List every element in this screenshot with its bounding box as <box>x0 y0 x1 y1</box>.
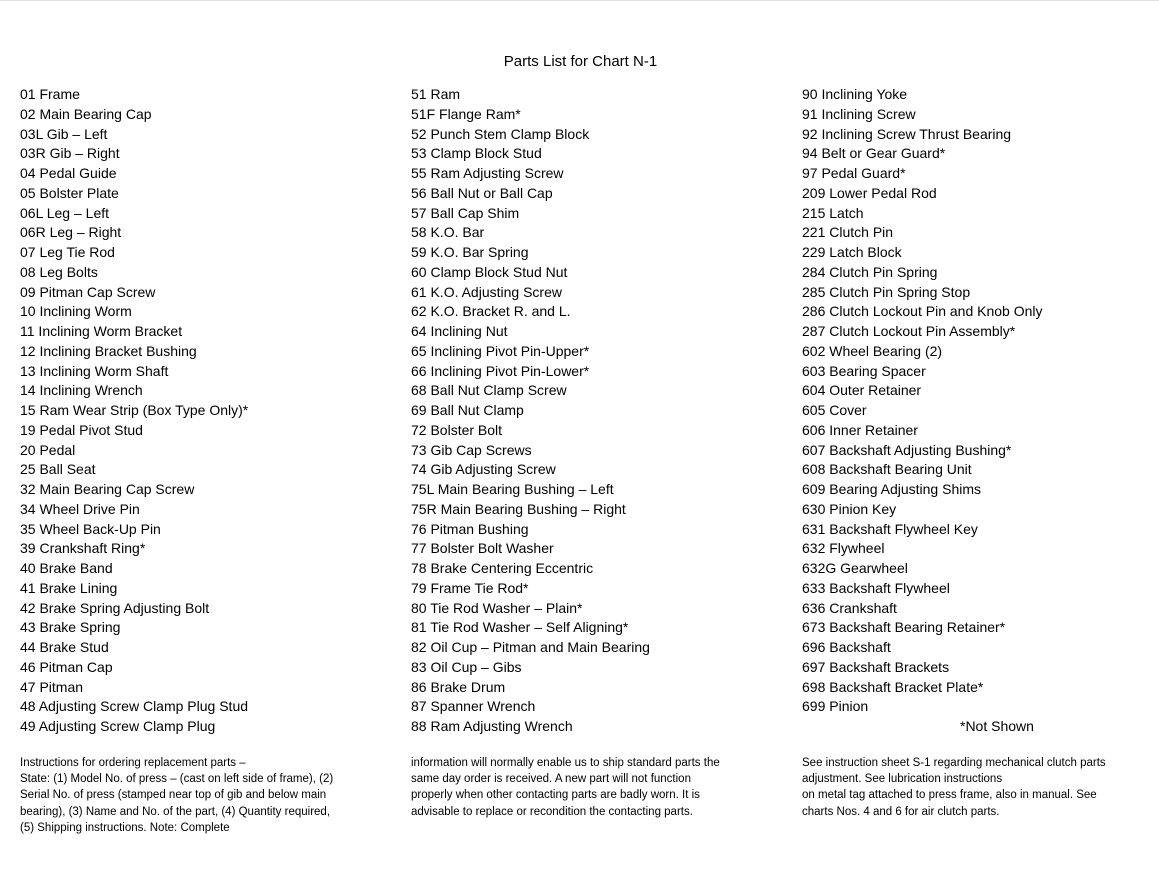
part-list-item: 636 Crankshaft <box>802 599 897 616</box>
part-list-item: 609 Bearing Adjusting Shims <box>802 481 981 497</box>
part-list-item: 607 Backshaft Adjusting Bushing* <box>802 441 1012 458</box>
part-list-item: 603 Bearing Spacer <box>802 362 926 379</box>
part-list-item: 632 Flywheel <box>802 540 885 557</box>
part-list-item: 83 Oil Cup – Gibs <box>411 658 522 675</box>
part-list-item: 47 Pitman <box>20 678 84 695</box>
clutch-lubrication-footnote: See instruction sheet S-1 regarding mechanical clutch parts adjustment. See lubrication instructions on metal tag attached to press frame, also in manual. See charts Nos. 4 and 6 for air clutch parts. <box>802 757 1106 818</box>
part-list-item: 631 Backshaft Flywheel Key <box>802 520 978 537</box>
part-list-item: 61 K.O. Adjusting Screw <box>411 283 562 300</box>
part-list-item: 06R Leg – Right <box>20 224 122 241</box>
part-list-item: 606 Inner Retainer <box>802 421 918 438</box>
part-list-item: 14 Inclining Wrench <box>20 382 143 399</box>
part-list-item: 602 Wheel Bearing (2) <box>802 342 943 359</box>
part-list-item: 19 Pedal Pivot Stud <box>20 421 143 438</box>
part-list-item: 66 Inclining Pivot Pin-Lower* <box>411 362 590 379</box>
part-list-item: 58 K.O. Bar <box>411 224 485 241</box>
ordering-instructions-footnote: Instructions for ordering replacement parts – State: (1) Model No. of press – (cast on left side of frame), (2) Serial No. of press (stamped near top of gib and below main bearing), (3) Name and No. of the part, (4) Quantity required, (5) Shipping instructions. Note: Complete <box>20 757 334 834</box>
part-list-item: 56 Ball Nut or Ball Cap <box>411 184 553 201</box>
page-title <box>0 52 1159 72</box>
part-list-item: 39 Crankshaft Ring* <box>20 540 146 557</box>
part-list-item: 65 Inclining Pivot Pin-Upper* <box>411 342 590 359</box>
part-list-item: 44 Brake Stud <box>20 639 109 655</box>
part-list-item: 64 Inclining Nut <box>411 323 508 339</box>
part-list-item: 10 Inclining Worm <box>20 303 132 320</box>
part-list-item: 62 K.O. Bracket R. and L. <box>411 303 571 320</box>
part-list-item: 79 Frame Tie Rod* <box>411 579 529 596</box>
part-list-item: 94 Belt or Gear Guard* <box>802 145 946 162</box>
part-list-item: 285 Clutch Pin Spring Stop <box>802 283 971 300</box>
part-list-item: 07 Leg Tie Rod <box>20 244 115 260</box>
part-list-item: 75L Main Bearing Bushing – Left <box>411 481 614 497</box>
part-list-item: 09 Pitman Cap Screw <box>20 283 156 300</box>
part-list-item: 82 Oil Cup – Pitman and Main Bearing <box>411 639 650 655</box>
part-list-item: 78 Brake Centering Eccentric <box>411 560 594 576</box>
part-list-item: 03R Gib – Right <box>20 145 120 162</box>
part-list-item: 41 Brake Lining <box>20 579 118 596</box>
part-list-item: 48 Adjusting Screw Clamp Plug Stud <box>20 698 249 715</box>
part-list-item: 87 Spanner Wrench <box>411 698 536 715</box>
part-list-item: 02 Main Bearing Cap <box>20 105 152 122</box>
part-list-item: 91 Inclining Screw <box>802 105 916 122</box>
part-list-item: 209 Lower Pedal Rod <box>802 184 937 201</box>
part-list-item: 80 Tie Rod Washer – Plain* <box>411 599 583 616</box>
part-list-item: 77 Bolster Bolt Washer <box>411 540 554 557</box>
part-list-item: 605 Cover <box>802 402 867 418</box>
part-list-item: 43 Brake Spring <box>20 619 121 636</box>
part-list-item: 284 Clutch Pin Spring <box>802 263 938 280</box>
part-list-item: 59 K.O. Bar Spring <box>411 244 529 260</box>
part-list-item: 08 Leg Bolts <box>20 263 98 280</box>
part-list-item: 92 Inclining Screw Thrust Bearing <box>802 125 1012 142</box>
part-list-item: 86 Brake Drum <box>411 678 506 695</box>
part-list-item: 76 Pitman Bushing <box>411 520 529 537</box>
part-list-item: 51 Ram <box>411 86 461 102</box>
part-list-item: 32 Main Bearing Cap Screw <box>20 481 195 497</box>
part-list-item: 88 Ram Adjusting Wrench <box>411 718 573 734</box>
part-list-item: 55 Ram Adjusting Screw <box>411 165 564 181</box>
part-list-item: 60 Clamp Block Stud Nut <box>411 263 568 280</box>
shipping-info-footnote: information will normally enable us to ship standard parts the same day order is received. A new part will not function properly when other contacting parts are badly worn. It is advisable to replace or recondition the contacting parts. <box>411 757 720 818</box>
part-list-item: 51F Flange Ram* <box>411 105 521 122</box>
part-list-item: 46 Pitman Cap <box>20 658 113 675</box>
part-list-item: 12 Inclining Bracket Bushing <box>20 342 197 359</box>
part-list-item: 90 Inclining Yoke <box>802 86 908 102</box>
part-list-item: 699 Pinion <box>802 698 869 715</box>
part-list-item: 73 Gib Cap Screws <box>411 441 532 458</box>
part-list-item: 15 Ram Wear Strip (Box Type Only)* <box>20 402 249 418</box>
part-list-item: 06L Leg – Left <box>20 204 110 221</box>
part-list-item: 287 Clutch Lockout Pin Assembly* <box>802 323 1016 339</box>
part-list-item: 229 Latch Block <box>802 244 902 260</box>
part-list-item: 696 Backshaft <box>802 639 891 655</box>
parts-column-2 <box>411 85 650 737</box>
part-list-item: 215 Latch <box>802 204 864 221</box>
parts-column-1 <box>20 85 248 737</box>
part-list-item: 74 Gib Adjusting Screw <box>411 461 556 478</box>
part-list-item: 97 Pedal Guard* <box>802 165 906 181</box>
part-list-item: 25 Ball Seat <box>20 461 96 478</box>
part-list-item: 75R Main Bearing Bushing – Right <box>411 500 626 517</box>
part-list-item: 40 Brake Band <box>20 560 113 576</box>
part-list-item: 05 Bolster Plate <box>20 184 119 201</box>
part-list-item: 633 Backshaft Flywheel <box>802 579 950 596</box>
part-list-item: 34 Wheel Drive Pin <box>20 500 140 517</box>
part-list-item: 13 Inclining Worm Shaft <box>20 362 169 379</box>
part-list-item: 221 Clutch Pin <box>802 224 894 241</box>
part-list-item: 42 Brake Spring Adjusting Bolt <box>20 599 210 616</box>
part-list-item: 04 Pedal Guide <box>20 165 117 181</box>
part-list-item: 72 Bolster Bolt <box>411 421 503 438</box>
part-list-item: 49 Adjusting Screw Clamp Plug <box>20 718 216 734</box>
part-list-item: 03L Gib – Left <box>20 125 108 142</box>
part-list-item: 57 Ball Cap Shim <box>411 204 520 221</box>
part-list-item: 630 Pinion Key <box>802 500 897 517</box>
part-list-item: 69 Ball Nut Clamp <box>411 402 524 418</box>
part-list-item: 53 Clamp Block Stud <box>411 145 542 162</box>
part-list-item: 35 Wheel Back-Up Pin <box>20 520 161 537</box>
part-list-item: 698 Backshaft Bracket Plate* <box>802 678 984 695</box>
part-list-item: 20 Pedal <box>20 441 76 458</box>
part-list-item: 632G Gearwheel <box>802 560 908 576</box>
part-list-item: 608 Backshaft Bearing Unit <box>802 461 972 478</box>
part-list-item: 673 Backshaft Bearing Retainer* <box>802 619 1006 636</box>
page-title-text: Parts List for Chart N-1 <box>503 53 658 70</box>
part-list-item: 81 Tie Rod Washer – Self Aligning* <box>411 619 629 636</box>
part-list-item: 01 Frame <box>20 86 80 102</box>
part-list-item: 286 Clutch Lockout Pin and Knob Only <box>802 303 1043 320</box>
part-list-item: 697 Backshaft Brackets <box>802 658 950 675</box>
top-border-line <box>0 0 1159 1</box>
part-list-item: 68 Ball Nut Clamp Screw <box>411 382 567 399</box>
part-list-item: 11 Inclining Worm Bracket <box>20 323 183 339</box>
part-list-item: 604 Outer Retainer <box>802 382 922 399</box>
part-list-item: 52 Punch Stem Clamp Block <box>411 125 590 142</box>
parts-column-3 <box>802 85 1043 717</box>
not-shown-note: *Not Shown <box>960 718 1034 734</box>
